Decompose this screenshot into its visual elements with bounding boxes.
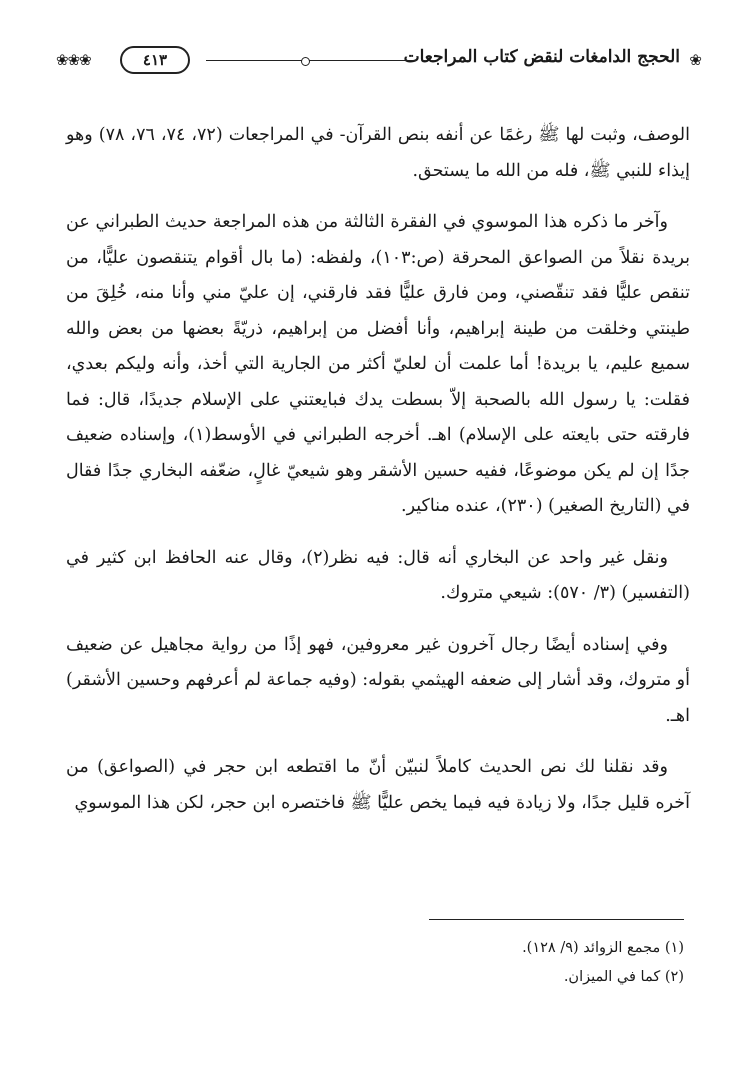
footnote: (٢) كما في الميزان. xyxy=(563,969,684,985)
page-header xyxy=(56,46,702,76)
paragraph: الوصف، وثبت لها ﷺ رغمًا عن أنفه بنص القرآن- في المراجعات (٧٢، ٧٤، ٧٦، ٧٨) وهو إيذاء للنبي ﷺ، فله من الله ما يستحق. xyxy=(66,125,690,181)
paragraph: وآخر ما ذكره هذا الموسوي في الفقرة الثالثة من هذه المراجعة حديث الطبراني عن بريدة نقلاً من الصواعق المحرقة (ص:١٠٣)، ولفظه: (ما بال أقوام يتنقصون عليًّا، من تنقص عليًّا فقد تنقّصني، ومن فارق عليًّا فقد فارقني، إن عليّ مني وأنا منه، خُلِقَ من طينتي وخلقت من طينة إبراهيم، وأنا أفضل من إبراهيم، ذريّةً بعضها من بعض والله سميع عليم، يا بريدة! أما علمت أن لعليّ أكثر من الجارية التي أخذ، وأنه وليكم بعدي، فقلت: يا رسول الله بالصحبة إلاّ بسطت يدك فبايعتني على الإسلام جديدًا، قال: فما فارقته حتى بايعته على الإسلام) اهـ. أخرجه الطبراني في الأوسط(١)، وإسناده ضعيف جدًا إن لم يكن موضوعًا، ففيه حسين الأشقر وهو شيعيّ غالٍ، ضعّفه البخاري جدًا فقال في (التاريخ الصغير) (٢٣٠)، عنده مناكير. xyxy=(66,212,690,516)
footnote-divider xyxy=(429,919,684,920)
footnote: (١) مجمع الزوائد (٩/ ١٢٨). xyxy=(522,940,684,956)
ornament-icon: ❀ xyxy=(689,51,702,69)
paragraph: ونقل غير واحد عن البخاري أنه قال: فيه نظر(٢)، وقال عنه الحافظ ابن كثير في (التفسير) (٣/ ٥٧٠): شيعي متروك. xyxy=(66,547,690,603)
header-divider xyxy=(206,60,416,61)
paragraph: وقد نقلنا لك نص الحديث كاملاً لنبيّن أنّ ما اقتطعه ابن حجر في (الصواعق) من آخره قليل جدًا، ولا زيادة فيه فيما يخص عليًّا ﷺ فاختصره ابن حجر، لكن هذا الموسوي xyxy=(66,757,690,813)
main-text xyxy=(66,118,690,837)
running-title: الحجج الدامغات لنقض كتاب المراجعات xyxy=(403,47,680,67)
paragraph: وفي إسناده أيضًا رجال آخرون غير معروفين، فهو إذًا من رواية مجاهيل عن ضعيف أو متروك، وقد أشار إلى ضعفه الهيثمي بقوله: (وفيه جماعة لم أعرفهم وحسين الأشقر) اهـ. xyxy=(66,634,690,726)
ornament-icon: ❀❀❀ xyxy=(56,51,91,69)
page-number: ٤١٣ xyxy=(120,46,190,74)
footnotes xyxy=(284,934,684,992)
